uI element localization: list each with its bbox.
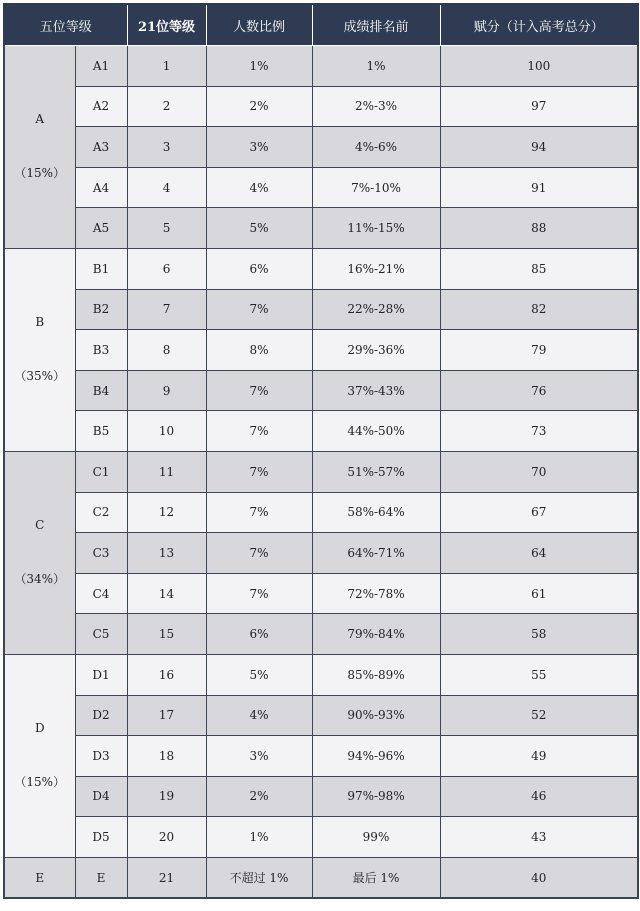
rank-cell: 4 [127,167,206,208]
score-cell: 49 [440,736,638,777]
rank-cell: 1 [127,46,206,87]
score-cell: 85 [440,248,638,289]
range-cell: 72%-78% [312,573,440,614]
table-row [4,370,638,411]
ratio-cell: 8% [206,330,312,371]
rank-cell: 21 [127,857,206,898]
table-body [4,46,638,899]
ratio-cell: 2% [206,86,312,127]
rank-cell: 11 [127,451,206,492]
group-cell [4,654,75,857]
group-percentage: （15%） [14,775,66,790]
ratio-cell: 4% [206,695,312,736]
score-cell: 61 [440,573,638,614]
rank-cell: 9 [127,370,206,411]
rank-cell: 14 [127,573,206,614]
table-header-row [4,4,638,46]
range-cell: 22%-28% [312,289,440,330]
grade-cell: B1 [75,248,127,289]
score-cell: 64 [440,533,638,574]
score-cell: 76 [440,370,638,411]
table-row [4,573,638,614]
grade-cell: C4 [75,573,127,614]
grade-cell: A4 [75,167,127,208]
grade-cell: A2 [75,86,127,127]
range-cell: 97%-98% [312,776,440,817]
table-row [4,817,638,858]
group-letter: D [34,721,45,736]
grade-cell: C3 [75,533,127,574]
score-cell: 52 [440,695,638,736]
grade-cell: C5 [75,614,127,655]
table-row [4,248,638,289]
header-rank-range: 成绩排名前 [312,4,440,46]
group-letter: B [35,315,45,330]
ratio-cell: 5% [206,208,312,249]
grade-cell: E [75,857,127,898]
range-cell: 44%-50% [312,411,440,452]
ratio-cell: 6% [206,248,312,289]
table-row [4,451,638,492]
ratio-cell: 7% [206,573,312,614]
range-cell: 85%-89% [312,654,440,695]
score-cell: 94 [440,127,638,168]
table-row [4,492,638,533]
range-cell: 64%-71% [312,533,440,574]
rank-cell: 2 [127,86,206,127]
grade-cell: A1 [75,46,127,87]
table-row [4,330,638,371]
range-cell: 2%-3% [312,86,440,127]
group-percentage: （34%） [14,572,66,587]
grade-cell: D2 [75,695,127,736]
score-cell: 88 [440,208,638,249]
grading-table-container [3,3,637,908]
rank-cell: 20 [127,817,206,858]
group-cell [4,46,75,249]
rank-cell: 8 [127,330,206,371]
score-cell: 58 [440,614,638,655]
rank-cell: 13 [127,533,206,574]
range-cell: 94%-96% [312,736,440,777]
score-cell: 55 [440,654,638,695]
table-row [4,411,638,452]
table-row [4,127,638,168]
score-cell: 79 [440,330,638,371]
score-cell: 43 [440,817,638,858]
ratio-cell: 7% [206,370,312,411]
header-21-level-label: 21位等级 [137,19,196,35]
score-cell: 70 [440,451,638,492]
group-cell [4,248,75,451]
rank-cell: 16 [127,654,206,695]
range-cell: 79%-84% [312,614,440,655]
range-cell: 37%-43% [312,370,440,411]
range-cell: 29%-36% [312,330,440,371]
table-row [4,654,638,695]
range-cell: 11%-15% [312,208,440,249]
group-percentage: （35%） [14,369,66,384]
ratio-cell: 2% [206,776,312,817]
grade-cell: D4 [75,776,127,817]
grade-cell: D1 [75,654,127,695]
ratio-cell: 3% [206,127,312,168]
rank-cell: 3 [127,127,206,168]
group-cell [4,451,75,654]
header-21-level [127,4,206,46]
grade-cell: B4 [75,370,127,411]
score-cell: 73 [440,411,638,452]
header-score: 赋分（计入高考总分） [440,4,638,46]
grade-cell: A3 [75,127,127,168]
header-ratio: 人数比例 [206,4,312,46]
range-cell: 最后 1% [312,857,440,898]
range-cell: 7%-10% [312,167,440,208]
ratio-cell: 不超过 1% [206,857,312,898]
grade-cell: A5 [75,208,127,249]
range-cell: 4%-6% [312,127,440,168]
ratio-cell: 1% [206,46,312,87]
table-row-e [4,857,638,898]
range-cell: 58%-64% [312,492,440,533]
ratio-cell: 7% [206,451,312,492]
table-row [4,533,638,574]
rank-cell: 6 [127,248,206,289]
rank-cell: 5 [127,208,206,249]
score-cell: 40 [440,857,638,898]
range-cell: 51%-57% [312,451,440,492]
rank-cell: 18 [127,736,206,777]
score-cell: 97 [440,86,638,127]
rank-cell: 15 [127,614,206,655]
group-letter: C [35,518,45,533]
ratio-cell: 4% [206,167,312,208]
range-cell: 99% [312,817,440,858]
ratio-cell: 5% [206,654,312,695]
score-cell: 100 [440,46,638,87]
rank-cell: 10 [127,411,206,452]
ratio-cell: 7% [206,411,312,452]
table-row [4,614,638,655]
grade-cell: B3 [75,330,127,371]
grading-table [3,3,639,899]
table-row [4,208,638,249]
table-row [4,695,638,736]
range-cell: 16%-21% [312,248,440,289]
ratio-cell: 1% [206,817,312,858]
rank-cell: 7 [127,289,206,330]
group-percentage: （15%） [14,166,66,181]
ratio-cell: 7% [206,492,312,533]
rank-cell: 12 [127,492,206,533]
ratio-cell: 3% [206,736,312,777]
ratio-cell: 7% [206,533,312,574]
table-row [4,46,638,87]
table-row [4,289,638,330]
score-cell: 91 [440,167,638,208]
range-cell: 90%-93% [312,695,440,736]
group-letter: A [35,112,45,127]
grade-cell: B2 [75,289,127,330]
ratio-cell: 7% [206,289,312,330]
table-row [4,776,638,817]
grade-cell: C2 [75,492,127,533]
ratio-cell: 6% [206,614,312,655]
group-cell: E [4,857,75,898]
rank-cell: 19 [127,776,206,817]
header-five-level: 五位等级 [4,4,127,46]
rank-cell: 17 [127,695,206,736]
grade-cell: B5 [75,411,127,452]
grade-cell: D5 [75,817,127,858]
table-row [4,86,638,127]
score-cell: 67 [440,492,638,533]
grade-cell: C1 [75,451,127,492]
score-cell: 46 [440,776,638,817]
grade-cell: D3 [75,736,127,777]
table-row [4,736,638,777]
range-cell: 1% [312,46,440,87]
score-cell: 82 [440,289,638,330]
table-row [4,167,638,208]
